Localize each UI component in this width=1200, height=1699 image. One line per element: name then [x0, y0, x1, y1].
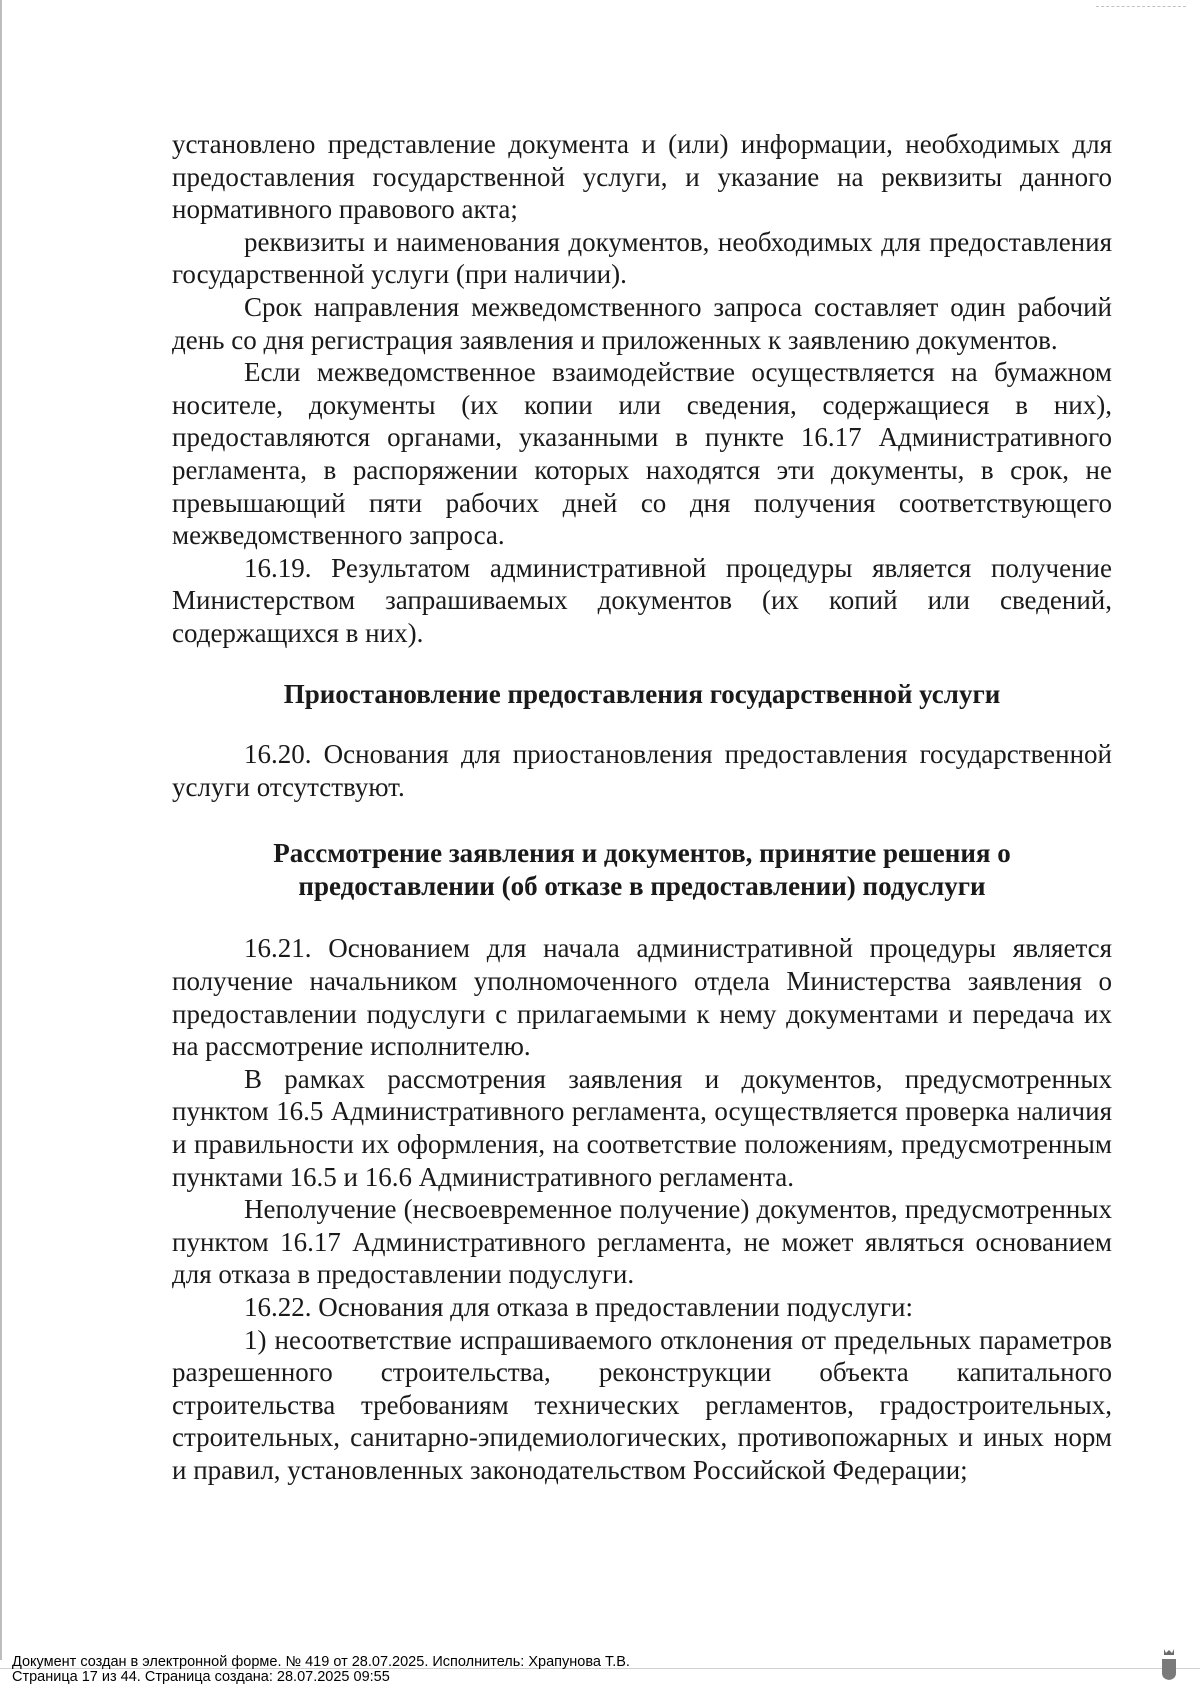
section-heading-review	[172, 837, 1112, 902]
section-heading-suspension	[172, 678, 1112, 711]
footer-line-1: Документ создан в электронной форме. № 419 от 28.07.2025. Исполнитель: Храпунова Т.В.	[12, 1654, 630, 1670]
paragraph-p10: 16.22. Основания для отказа в предоставлении подуслуги:	[244, 1292, 913, 1322]
paragraph-p1: установлено представление документа и (или) информации, необходимых для предоставления государственной услуги, и указание на реквизиты данного нормативного правового акта;	[172, 129, 1112, 225]
paragraph-p4: Если межведомственное взаимодействие осуществляется на бумажном носителе, документы (их копии или сведения, содержащиеся в них), предоставляются органами, указанными в пункте 16.17 Административного регламента, в распоряжении которых находятся эти документы, в срок, не превышающий пяти рабочих дней со дня получения соответствующего межведомственного запроса.	[172, 357, 1112, 551]
heading-1: Приостановление предоставления государственной услуги	[283, 678, 1001, 709]
paragraph-p9: Неполучение (несвоевременное получение) документов, предусмотренных пунктом 16.17 Административного регламента, не может являться основанием для отказа в предоставлении подуслуги.	[172, 1194, 1112, 1290]
paragraph-p6: 16.20. Основания для приостановления предоставления государственной услуги отсутствуют.	[172, 739, 1112, 802]
paragraph-p8: В рамках рассмотрения заявления и документов, предусмотренных пунктом 16.5 Административного регламента, осуществляется проверка наличия и правильности их оформления, на соответствие положениям, предусмотренным пунктами 16.5 и 16.6 Административного регламента.	[172, 1063, 1112, 1192]
paragraph-p3: Срок направления межведомственного запроса составляет один рабочий день со дня регистрация заявления и приложенных к заявлению документов.	[172, 291, 1112, 355]
scan-artifact	[1096, 6, 1186, 19]
document-footer	[0, 1654, 1200, 1699]
heading-2-line-1: Рассмотрение заявления и документов, принятие решения о	[273, 838, 1011, 869]
coat-of-arms-icon	[1160, 1647, 1178, 1681]
footer-text	[12, 1655, 630, 1685]
paragraph-p7: 16.21. Основанием для начала административной процедуры является получение начальником уполномоченного отдела Министерства заявления о предоставлении подуслуги с прилагаемыми к нему документами и передача их на рассмотрение исполнителю.	[172, 933, 1112, 1062]
scan-left-edge	[0, 0, 2, 1660]
document-body	[172, 128, 1112, 1487]
heading-2-line-2: предоставлении (об отказе в предоставлении) подуслуги	[298, 870, 986, 901]
paragraph-p2: реквизиты и наименования документов, необходимых для предоставления государственной услуги (при наличии).	[172, 226, 1112, 290]
paragraph-p11: 1) несоответствие испрашиваемого отклонения от предельных параметров разрешенного строительства, реконструкции объекта капитального строительства требованиям технических регламентов, градостроительных, строительных, санитарно-эпидемиологических, противопожарных и иных норм и правил, установленных законодательством Российской Федерации;	[172, 1324, 1112, 1485]
paragraph-p5: 16.19. Результатом административной процедуры является получение Министерством запрашиваемых документов (их копий или сведений, содержащихся в них).	[172, 552, 1112, 648]
footer-line-2: Страница 17 из 44. Страница создана: 28.07.2025 09:55	[12, 1669, 390, 1685]
